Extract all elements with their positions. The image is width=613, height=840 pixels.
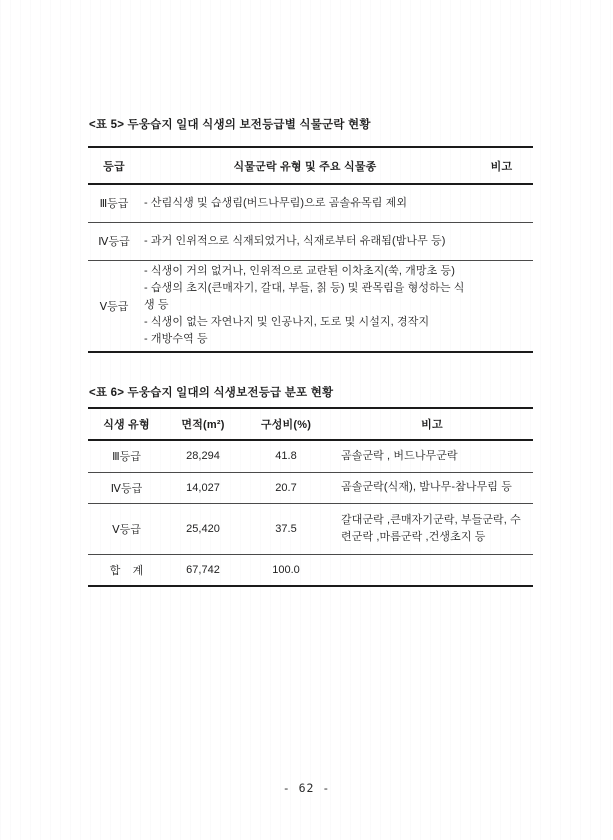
ratio-cell: 37.5 — [241, 503, 331, 554]
page-content — [88, 0, 533, 587]
page-number: - 62 - — [282, 781, 331, 795]
table5-header-desc: 식물군락 유형 및 주요 식물종 — [140, 147, 470, 184]
desc-line: - 습생의 초지(큰매자기, 갈대, 부들, 칡 등) 및 관목림을 형성하는 식생 등 — [144, 282, 465, 312]
grade-cell: Ⅴ등급 — [88, 260, 140, 352]
type-cell: 합 계 — [88, 554, 165, 586]
note-cell: 곰솔군락(식재), 밤나무-참나무림 등 — [331, 472, 533, 503]
desc-line: - 식생이 없는 자연나지 및 인공나지, 도로 및 시설지, 경작지 — [144, 316, 430, 329]
table5 — [88, 146, 533, 353]
area-cell: 28,294 — [186, 450, 220, 463]
table6-header-row — [88, 408, 533, 440]
ratio-cell: 20.7 — [241, 472, 331, 503]
table-row — [88, 222, 533, 260]
table-row — [88, 503, 533, 554]
desc-line: - 과거 인위적으로 식재되었거나, 식재로부터 유래됨(밤나무 등) — [144, 234, 446, 247]
grade-cell: Ⅲ등급 — [99, 198, 129, 211]
desc-cell — [140, 222, 470, 260]
note-cell — [470, 260, 533, 352]
table-row — [88, 440, 533, 472]
table6-header-type: 식생 유형 — [88, 408, 165, 440]
table5-title: <표 5> 두웅습지 일대 식생의 보전등급별 식물군락 현황 — [89, 119, 371, 131]
note-cell — [470, 222, 533, 260]
table-row — [88, 554, 533, 586]
area-cell: 67,742 — [165, 554, 241, 586]
table6 — [88, 407, 533, 587]
table-row — [88, 260, 533, 352]
desc-cell — [140, 184, 470, 222]
type-cell: Ⅲ등급 — [112, 451, 141, 464]
desc-line: - 산림식생 및 습생림(버드나무림)으로 곰솔유목림 제외 — [144, 196, 408, 209]
table6-header-note: 비고 — [331, 408, 533, 440]
note-cell — [470, 184, 533, 222]
table5-header-grade: 등급 — [88, 147, 140, 184]
table-row — [88, 472, 533, 503]
table-row — [88, 184, 533, 222]
table5-header-note: 비고 — [470, 147, 533, 184]
table5-header-row — [88, 147, 533, 184]
desc-line: - 식생이 거의 없거나, 인위적으로 교란된 이차초지(쑥, 개망초 등) — [144, 265, 455, 278]
note-cell: 곰솔군락 , 버드나무군락 — [341, 449, 458, 462]
ratio-cell: 100.0 — [241, 554, 331, 586]
type-cell: Ⅳ등급 — [88, 472, 165, 503]
table6-header-area: 면적(m²) — [165, 408, 241, 440]
type-cell: Ⅴ등급 — [88, 503, 165, 554]
note-cell — [331, 554, 533, 586]
table6-header-ratio: 구성비(%) — [241, 408, 331, 440]
area-cell: 14,027 — [165, 472, 241, 503]
desc-line: - 개방수역 등 — [144, 333, 208, 346]
ratio-cell: 41.8 — [275, 450, 297, 463]
note-cell: 갈대군락 ,큰매자기군락, 부들군락, 수련군락 ,마름군락 ,건생초지 등 — [331, 503, 533, 554]
desc-cell — [140, 260, 470, 352]
area-cell: 25,420 — [165, 503, 241, 554]
table6-title: <표 6> 두웅습지 일대의 식생보전등급 분포 현황 — [89, 387, 334, 399]
grade-cell: Ⅳ등급 — [88, 222, 140, 260]
